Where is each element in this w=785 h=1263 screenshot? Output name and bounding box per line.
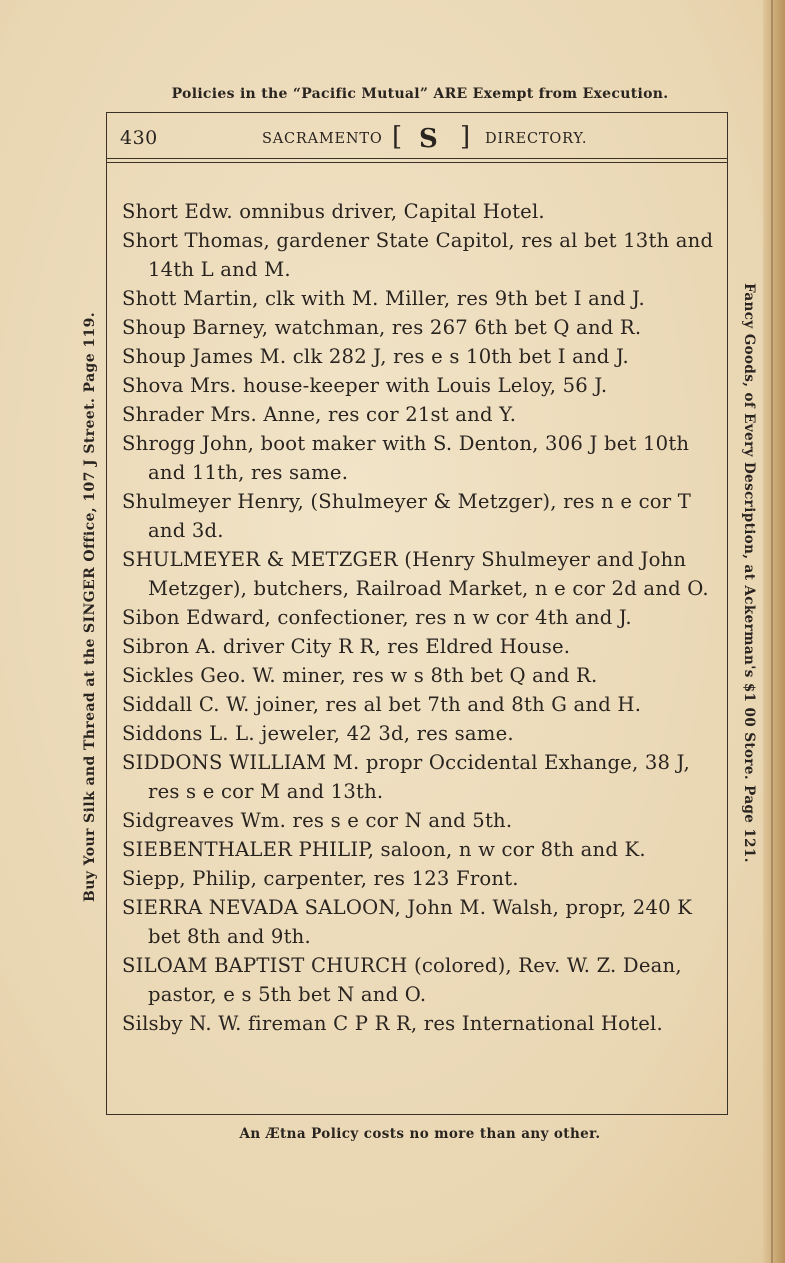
- directory-entry: Shoup James M. clk 282 J, res e s 10th bet I and J.: [122, 345, 629, 368]
- directory-entry: Short Thomas, gardener State Capitol, res al bet 13th and 14th L and M.: [122, 229, 714, 281]
- header-bracket-left: [: [392, 122, 403, 152]
- directory-entry: Siddall C. W. joiner, res al bet 7th and 8th G and H.: [122, 693, 642, 716]
- directory-entry: Sibon Edward, confectioner, res n w cor 4th and J.: [122, 606, 632, 629]
- header-city: SACRAMENTO: [262, 131, 383, 147]
- header-section-letter: S: [419, 124, 438, 154]
- directory-entry: Sickles Geo. W. miner, res w s 8th bet Q and R.: [122, 664, 598, 687]
- directory-entry: SILOAM BAPTIST CHURCH (colored), Rev. W. Z. Dean, pastor, e s 5th bet N and O.: [122, 954, 682, 1006]
- directory-entry: Shoup Barney, watchman, res 267 6th bet Q and R.: [122, 316, 642, 339]
- header-rule-double: [106, 162, 728, 163]
- header-directory: DIRECTORY.: [485, 131, 588, 147]
- top-advertisement: Policies in the “Pacific Mutual” ARE Exempt from Execution.: [171, 86, 669, 102]
- directory-entry: Shrogg John, boot maker with S. Denton, 306 J bet 10th and 11th, res same.: [122, 432, 690, 484]
- page-edge-shadow: [763, 0, 785, 1263]
- directory-entry: Shulmeyer Henry, (Shulmeyer & Metzger), res n e cor T and 3d.: [122, 490, 692, 542]
- bottom-advertisement: An Ætna Policy costs no more than any other.: [239, 1126, 601, 1142]
- directory-entry: Short Edw. omnibus driver, Capital Hotel.: [122, 200, 545, 223]
- directory-entry: SIDDONS WILLIAM M. propr Occidental Exhange, 38 J, res s e cor M and 13th.: [122, 751, 690, 803]
- directory-entry: SIEBENTHALER PHILIP, saloon, n w cor 8th and K.: [122, 838, 646, 861]
- directory-entry: Sidgreaves Wm. res s e cor N and 5th.: [122, 809, 513, 832]
- directory-entry: SHULMEYER & METZGER (Henry Shulmeyer and John Metzger), butchers, Railroad Market, n e cor 2d and O.: [122, 548, 709, 600]
- page-edge-line: [771, 0, 773, 1263]
- directory-entry: Siddons L. L. jeweler, 42 3d, res same.: [122, 722, 514, 745]
- left-margin-advertisement: Buy Your Silk and Thread at the SINGER Office, 107 J Street. Page 119.: [82, 311, 98, 903]
- right-margin-advertisement: Fancy Goods, of Every Description, at Ackerman's $1 00 Store. Page 121.: [741, 283, 757, 863]
- directory-entry: Shott Martin, clk with M. Miller, res 9th bet I and J.: [122, 287, 645, 310]
- directory-entry: Shrader Mrs. Anne, res cor 21st and Y.: [122, 403, 517, 426]
- directory-entry: SIERRA NEVADA SALOON, John M. Walsh, propr, 240 K bet 8th and 9th.: [122, 896, 693, 948]
- directory-entries: [122, 197, 722, 1038]
- directory-entry: Shova Mrs. house-keeper with Louis Leloy, 56 J.: [122, 374, 608, 397]
- directory-entry: Silsby N. W. fireman C P R R, res International Hotel.: [122, 1012, 663, 1035]
- page-number: 430: [120, 127, 158, 149]
- directory-entry: Siepp, Philip, carpenter, res 123 Front.: [122, 867, 519, 890]
- header-rule: [106, 158, 728, 159]
- directory-entry: Sibron A. driver City R R, res Eldred House.: [122, 635, 571, 658]
- header-bracket-right: ]: [460, 122, 471, 152]
- running-header: [106, 124, 728, 154]
